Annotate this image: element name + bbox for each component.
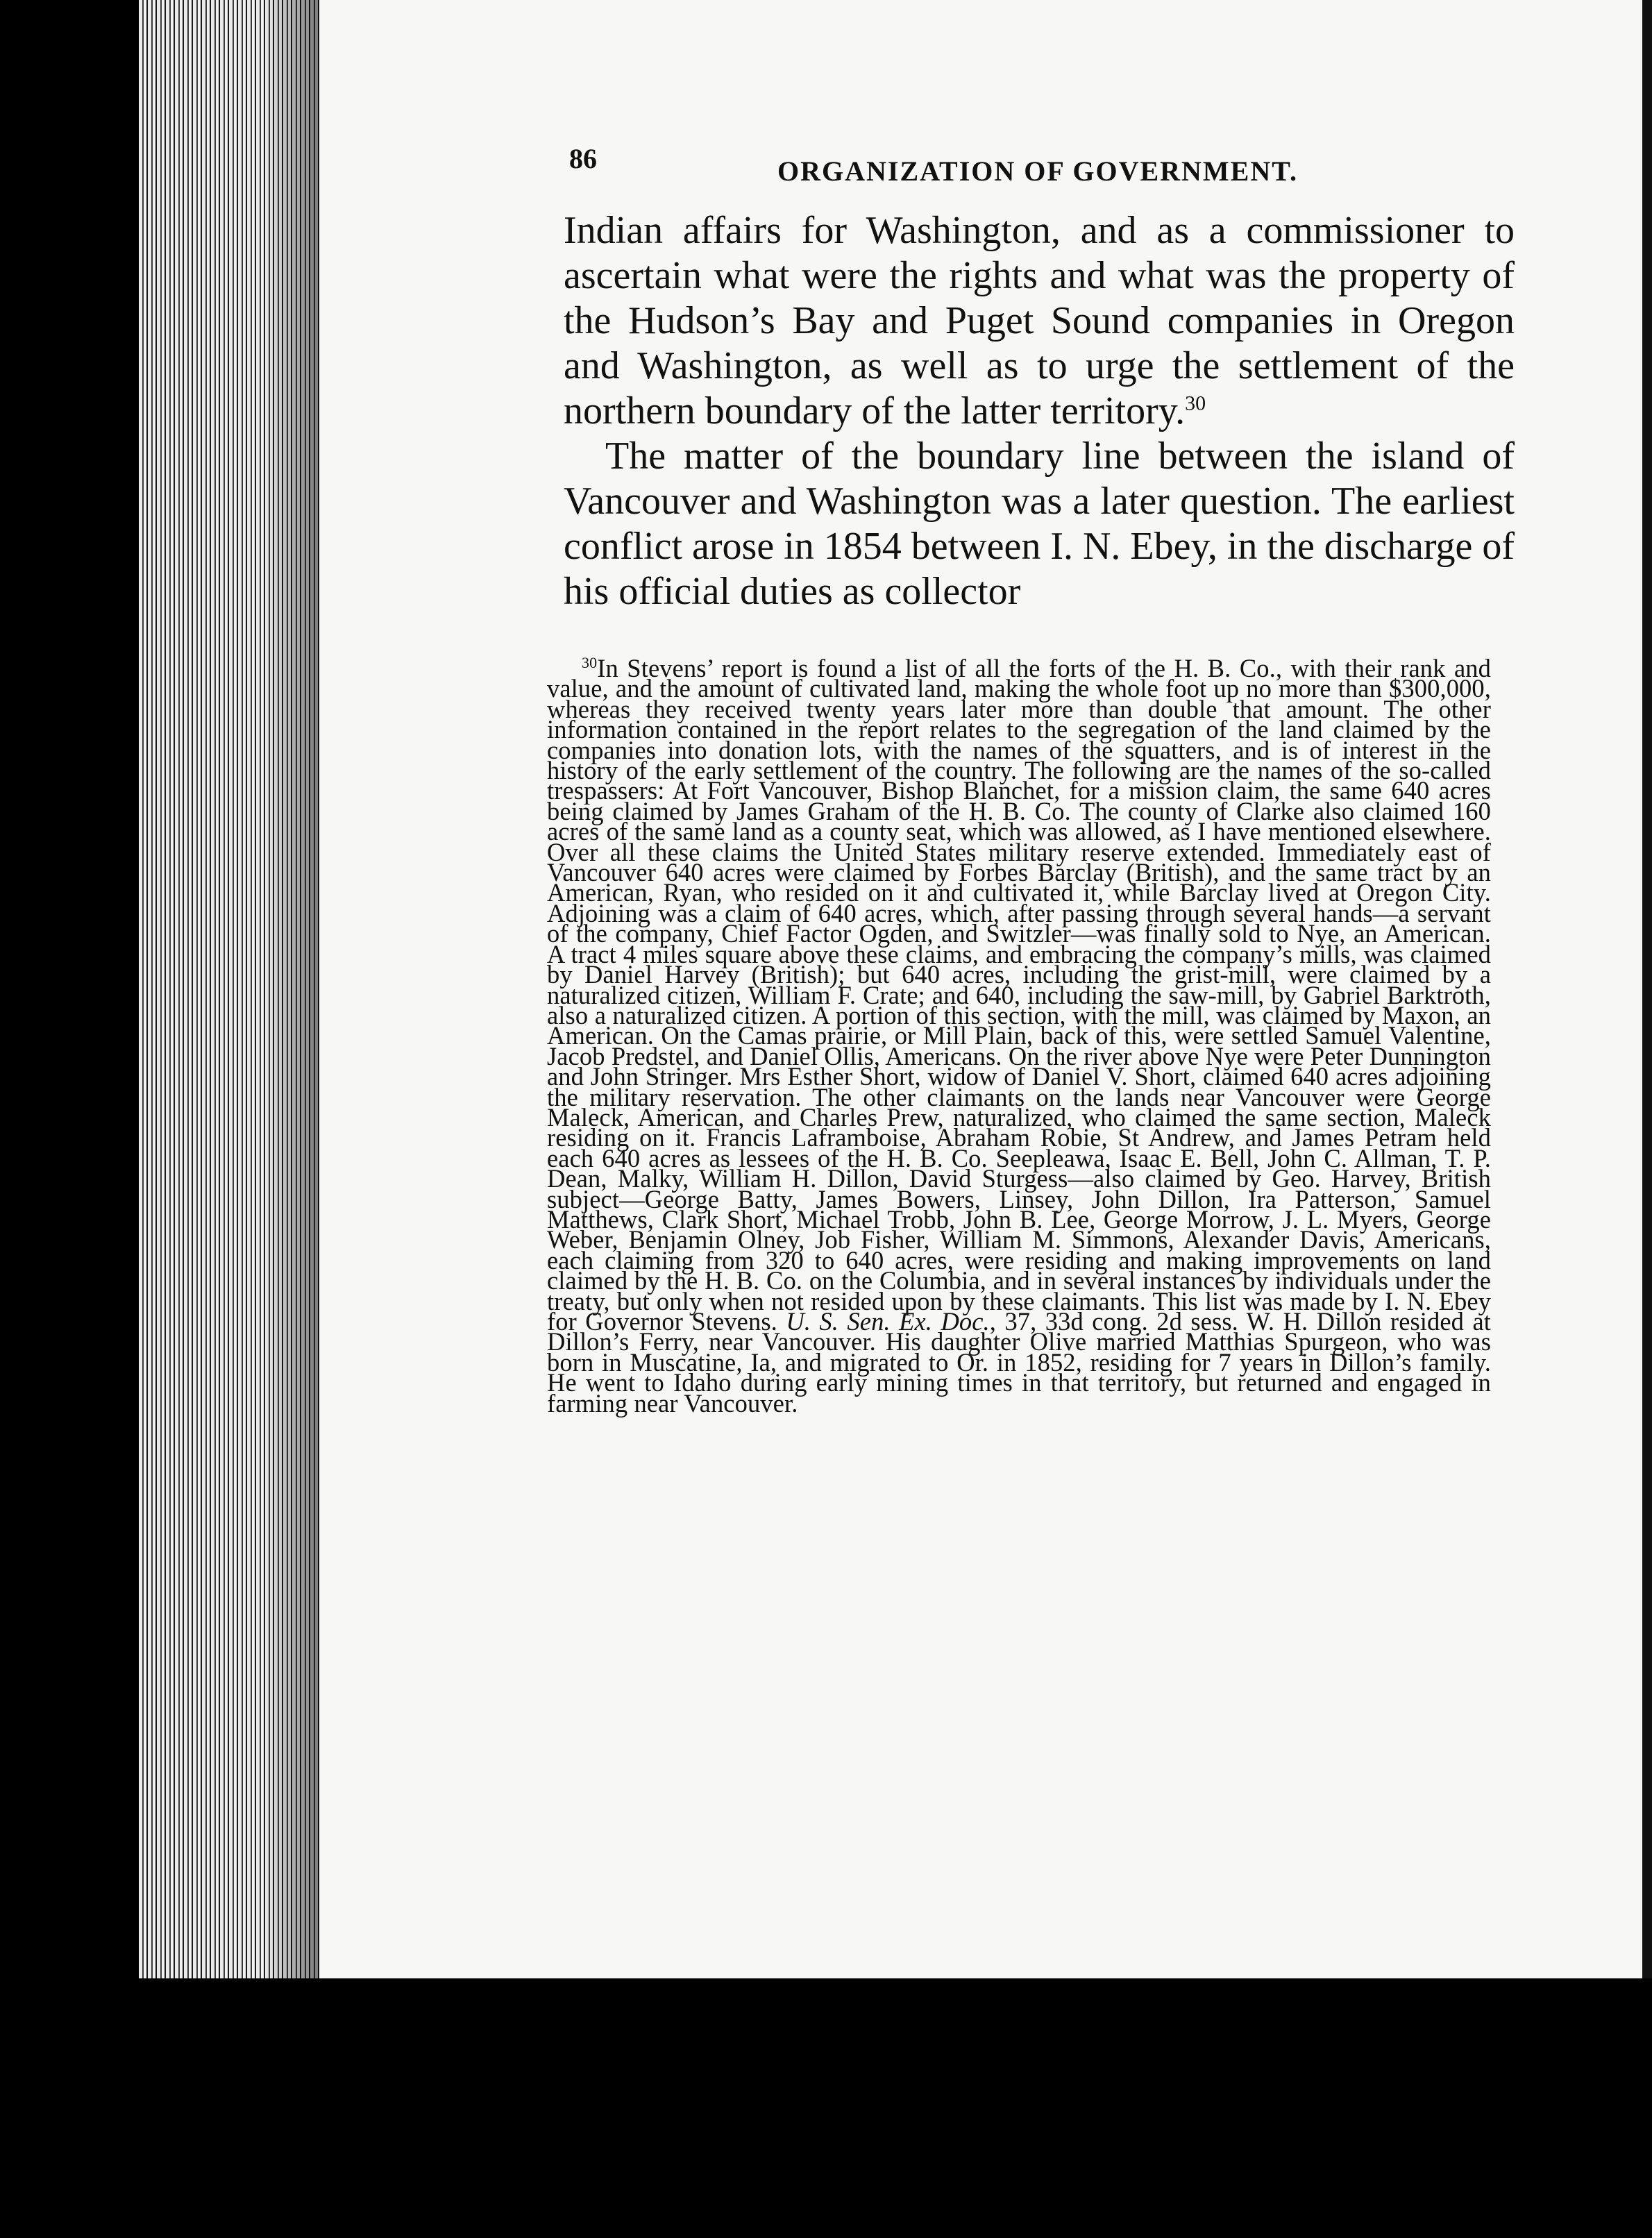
- footnote-text: In Stevens’ report is found a list of all the forts of the H. B. Co., with their rank and value, and the amount of cultivated land, making the whole foot up no more than $300,000, whereas they received twenty years later more than double that amount. The other information contained in the report relates to the segregation of the land claimed by the companies into donation lots, with the names of the squatters, and is of interest in the history of the early settlement of the country. The following are the names of the so-called trespassers: At Fort Vancouver, Bishop Blanchet, for a mission claim, the same 640 acres being claimed by James Graham of the H. B. Co. The county of Clarke also claimed 160 acres of the same land as a county seat, which was allowed, as I have mentioned elsewhere. Over all these claims the United States military reserve extended. Immediately east of Vancouver 640 acres were claimed by Forbes Barclay (British), and the same tract by an American, Ryan, who resided on it and cultivated it, while Barclay lived at Oregon City. Adjoining was a claim of 640 acres, which, after passing through several hands—a servant of the company, Chief Factor Ogden, and Switzler—was finally sold to Nye, an American. A tract 4 miles square above these claims, and embracing the company’s mills, was claimed by Daniel Harvey (British); but 640 acres, including the grist-mill, were claimed by a naturalized citizen, William F. Crate; and 640, including the saw-mill, by Gabriel Barktroth, also a naturalized citizen. A portion of this section, with the mill, was claimed by Maxon, an American. On the Camas prairie, or Mill Plain, back of this, were settled Samuel Valentine, Jacob Predstel, and Daniel Ollis, Americans. On the river above Nye were Peter Dunnington and John Stringer. Mrs Esther Short, widow of Daniel V. Short, claimed 640 acres adjoining the military reservation. The other claimants on the lands near Vancouver were George Maleck, American, and Charles Prew, naturalized, who claimed the same section, Maleck residing on it. Francis Laframboise, Abraham Robie, St Andrew, and James Petram held each 640 acres as lessees of the H. B. Co. Seepleawa, Isaac E. Bell, John C. Allman, T. P. Dean, Malky, William H. Dillon, David Sturgess—also claimed by Geo. Harvey, British subject—George Batty, James Bowers, Linsey, John Dillon, Ira Patterson, Samuel Matthews, Clark Short, Michael Trobb, John B. Lee, George Morrow, J. L. Myers, George Weber, Benjamin Olney, Job Fisher, William M. Simmons, Alexander Davis, Americans, each claiming from 320 to 640 acres, were residing and making improvements on land claimed by the H. B. Co. on the Columbia, and in several instances by individuals under the treaty, but only when not resided upon by these claimants. This list was made by I. N. Ebey for Governor Stevens.: [547, 654, 1491, 1336]
- main-text: [564, 208, 1515, 614]
- gutter-shadow: [264, 0, 326, 1992]
- page-header: [569, 142, 1499, 191]
- footnote-mark: 30: [582, 653, 598, 671]
- footnote-text-continued: , 37, 33d cong. 2d sess. W. H. Dillon resided at Dillon’s Ferry, near Vancouver. His daughter Olive married Matthias Spurgeon, who was born in Muscatine, Ia, and migrated to Or. in 1852, residing for 7 years in Dillon’s family. He went to Idaho during early mining times in that territory, but returned and engaged in farming near Vancouver.: [547, 1307, 1492, 1417]
- body-paragraph-2: The matter of the boundary line between the island of Vancouver and Washington was a later question. The earliest conflict arose in 1854 between I. N. Ebey, in the discharge of his official duties as collector: [564, 435, 1515, 613]
- bottom-shadow: [139, 1978, 1652, 2238]
- footnote-reference: 30: [1185, 392, 1206, 415]
- footnote: [547, 653, 1492, 1417]
- body-paragraph-1: [564, 208, 1515, 434]
- page-number: 86: [569, 143, 597, 174]
- footnote-paragraph: [547, 653, 1492, 1417]
- running-head: ORGANIZATION OF GOVERNMENT.: [777, 155, 1298, 187]
- footnote-citation: U. S. Sen. Ex. Doc.: [786, 1307, 990, 1336]
- body-paragraph-1-text: Indian affairs for Washington, and as a commissioner to ascertain what were the rights and what was the property of the Hudson’s Bay and Puget Sound companies in Oregon and Washington, as well as to urge the settlement of the northern boundary of the latter territory.: [564, 209, 1515, 432]
